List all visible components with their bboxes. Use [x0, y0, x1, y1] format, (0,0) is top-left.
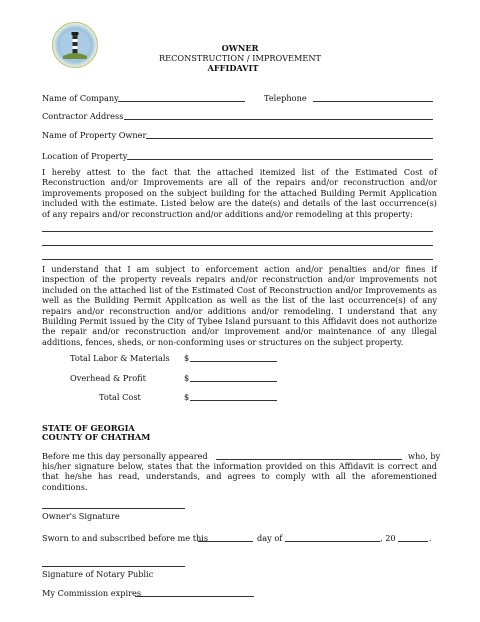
overhead-field[interactable]: [190, 381, 277, 382]
owner-signature-label: Owner's Signature: [42, 511, 120, 521]
header-reconstruction: RECONSTRUCTION / IMPROVEMENT: [159, 53, 321, 63]
dollar-sign: $: [184, 353, 190, 363]
total-labor-field[interactable]: [190, 361, 277, 362]
dollar-sign: $: [184, 392, 190, 402]
details-line-2[interactable]: [42, 245, 433, 246]
sworn-day-field[interactable]: [198, 541, 253, 542]
owner-field[interactable]: [146, 138, 433, 139]
year-prefix-text: , 20: [380, 533, 396, 543]
day-of-text: day of: [257, 533, 283, 543]
header-affidavit: AFFIDAVIT: [207, 63, 259, 73]
attest-paragraph: I hereby attest to the fact that the attached itemized list of the Estimated Cost of Reconstruction and/or Improvements are all of the repairs and/or reconstruction and/or improvements proposed on the subject building for the attached Building Permit Application included with the estimate. Listed below are the date(s) and details of the last occurrence(s) of any repairs and/or reconstruction and/or additions and/or remodeling at this property:: [42, 167, 437, 219]
county-heading: COUNTY OF CHATHAM: [42, 432, 151, 442]
state-heading: STATE OF GEORGIA: [42, 423, 135, 433]
header-owner: OWNER: [221, 43, 259, 53]
sworn-year-field[interactable]: [398, 541, 428, 542]
who-by-text: who, by: [408, 451, 441, 461]
label-company: Name of Company: [42, 93, 119, 103]
label-location: Location of Property: [42, 151, 128, 161]
telephone-field[interactable]: [313, 101, 433, 102]
appeared-paragraph: his/her signature below, states that the information provided on this Affidavit is correct and that he/she has read, understands, and agrees to comply with all the aforementioned conditions.: [42, 461, 437, 492]
owner-signature-line[interactable]: [42, 508, 185, 509]
commission-label: My Commission expires: [42, 588, 142, 598]
company-field[interactable]: [118, 101, 245, 102]
understand-paragraph: I understand that I am subject to enforcement action and/or penalties and/or fines if inspection of the property reveals repairs and/or reconstruction and/or improvements not included on the attached list of the Estimated Cost of Reconstruction and/or Improvements as well as the Building Permit Application as well as the list of the last occurrence(s) of any repairs and/or reconstruction and/or additions and/or remodeling. I understand that any Building Permit issued by the City of Tybee Island pursuant to this Affidavit does not authorize the repair and/or reconstruction and/or improvement and/or maintenance of any illegal additions, fences, sheds, or non-conforming uses or structures on the subject property.: [42, 264, 437, 347]
details-line-3[interactable]: [42, 259, 433, 260]
label-owner: Name of Property Owner: [42, 130, 147, 140]
details-line-1[interactable]: [42, 231, 433, 232]
sworn-period: .: [429, 533, 432, 543]
sworn-month-field[interactable]: [285, 541, 380, 542]
notary-signature-label: Signature of Notary Public: [42, 569, 154, 579]
dollar-sign: $: [184, 373, 190, 383]
label-contractor: Contractor Address: [42, 111, 124, 121]
total-cost-field[interactable]: [190, 400, 277, 401]
label-overhead: Overhead & Profit: [70, 373, 146, 383]
label-total-cost: Total Cost: [99, 392, 141, 402]
sworn-text: Sworn to and subscribed before me this: [42, 533, 209, 543]
notary-signature-line[interactable]: [42, 566, 185, 567]
commission-field[interactable]: [135, 596, 254, 597]
label-total-labor: Total Labor & Materials: [70, 353, 170, 363]
contractor-field[interactable]: [124, 119, 433, 120]
label-telephone: Telephone: [264, 93, 307, 103]
appeared-name-field[interactable]: [216, 459, 402, 460]
appeared-text: Before me this day personally appeared: [42, 451, 208, 461]
location-field[interactable]: [127, 159, 433, 160]
